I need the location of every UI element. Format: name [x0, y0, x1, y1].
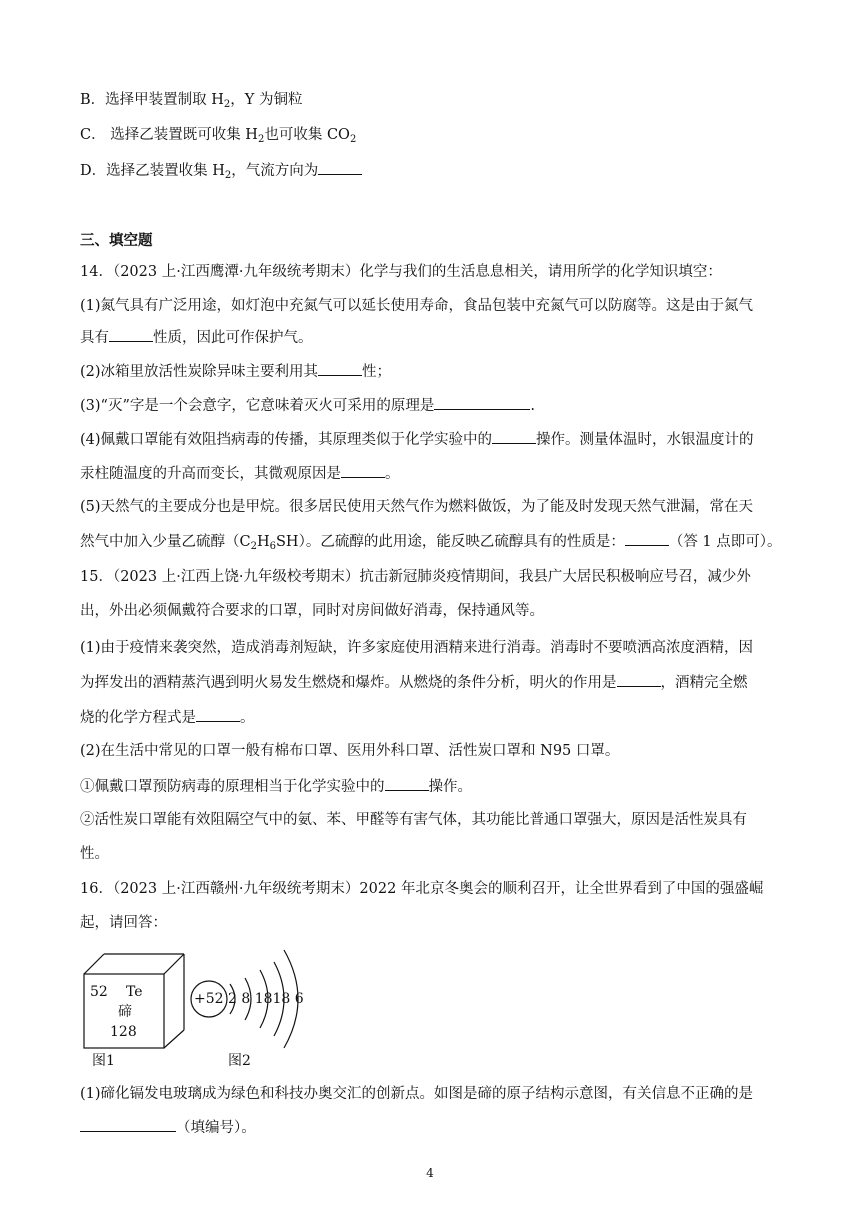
option-c-text-mid: 也可收集 CO — [264, 127, 350, 143]
subscript: 2 — [250, 541, 257, 552]
text: 烧的化学方程式是 — [80, 710, 196, 726]
answer-blank[interactable] — [318, 361, 362, 376]
option-b-text-end: ，Y 为铜粒 — [230, 92, 303, 108]
answer-blank[interactable] — [318, 160, 362, 175]
text: （答 1 点即可）。 — [668, 534, 782, 550]
q15-stem-b: 出，外出必须佩戴符合要求的口罩，同时对房间做好消毒，保持通风等。 — [80, 603, 544, 619]
subscript: 2 — [224, 170, 232, 181]
answer-blank[interactable] — [80, 1117, 176, 1132]
q15-p2: (2)在生活中常见的口罩一般有棉布口罩、医用外科口罩、活性炭口罩和 N95 口罩。 — [80, 743, 620, 759]
element-symbol: Te — [126, 984, 143, 1000]
subscript: 2 — [257, 134, 265, 145]
option-b-text: B．选择甲装置制取 H — [80, 92, 224, 108]
option-c — [80, 125, 356, 145]
q14-p5a: (5)天然气的主要成分也是甲烷。很多居民使用天然气作为燃料做饭，为了能及时发现天然气泄漏，常在天 — [80, 499, 754, 515]
text: 汞柱随温度的升高而变长，其微观原因是 — [80, 466, 341, 482]
answer-blank[interactable] — [434, 395, 530, 410]
figure2-caption: 图2 — [228, 1053, 251, 1069]
q14-p2 — [80, 361, 391, 382]
answer-blank[interactable] — [492, 429, 536, 444]
text: 。 — [240, 710, 255, 726]
answer-blank[interactable] — [617, 672, 661, 687]
option-d — [80, 160, 362, 181]
q15-p1c — [80, 707, 255, 728]
text: (3)“灭”字是一个会意字，它意味着灭火可采用的原理是 — [80, 398, 435, 414]
option-c-text: C． 选择乙装置既可收集 H — [80, 127, 258, 143]
figure-area — [80, 944, 320, 1070]
element-cube-figure — [80, 944, 320, 1070]
text: （填编号）。 — [176, 1120, 256, 1136]
q16-p1a: (1)碲化镉发电玻璃成为绿色和科技办奥交汇的创新点。如图是碲的原子结构示意图，有关信息不正确的是 — [80, 1086, 754, 1102]
text: 性质，因此可作保护气。 — [153, 330, 313, 346]
option-d-text: D．选择乙装置收集 H — [80, 163, 225, 179]
text: 具有 — [80, 330, 109, 346]
q14-p5b — [80, 531, 782, 552]
atomic-mass: 128 — [110, 1024, 137, 1040]
answer-blank[interactable] — [625, 531, 669, 546]
text: SH）。乙硫醇的此用途，能反映乙硫醇具有的性质是： — [276, 534, 625, 550]
q15-p2b-b: 性。 — [80, 846, 109, 862]
q15-p1a: (1)由于疫情来袭突然，造成消毒剂短缺，许多家庭使用酒精来进行消毒。消毒时不要喷洒高浓度酒精，因 — [80, 640, 754, 656]
page-number: 4 — [426, 1166, 434, 1180]
text: 然气中加入少量乙硫醇（C — [80, 534, 251, 550]
subscript: 6 — [269, 541, 276, 552]
text: (4)佩戴口罩能有效阻挡病毒的传播，其原理类似于化学实验中的 — [80, 432, 493, 448]
q14-p3 — [80, 395, 535, 416]
text: 性； — [362, 364, 392, 380]
answer-blank[interactable] — [109, 327, 153, 342]
text: 操作。测量体温时，水银温度计的 — [536, 432, 754, 448]
answer-blank[interactable] — [385, 776, 429, 791]
q15-p2a — [80, 776, 472, 797]
q15-p2b-a: ②活性炭口罩能有效阻隔空气中的氨、苯、甲醛等有害气体，其功能比普通口罩强大，原因是活性炭具有 — [80, 812, 747, 828]
atomic-number: 52 — [90, 984, 108, 1000]
text: (2)冰箱里放活性炭除异味主要利用其 — [80, 364, 319, 380]
text: 。 — [385, 466, 400, 482]
q15-p1b — [80, 672, 748, 693]
element-name: 碲 — [118, 1004, 132, 1020]
answer-blank[interactable] — [341, 463, 385, 478]
answer-blank[interactable] — [196, 707, 240, 722]
q14-p1b — [80, 327, 313, 348]
option-d-text-end: ，气流方向为 — [231, 163, 319, 179]
q16-stem-a: 16．（2023 上·江西赣州·九年级统考期末）2022 年北京冬奥会的顺利召开，让全世界看到了中国的强盛崛 — [80, 881, 764, 897]
text: 为挥发出的酒精蒸汽遇到明火易发生燃烧和爆炸。从燃烧的条件分析，明火的作用是 — [80, 675, 617, 691]
text: ，酒精完全燃 — [660, 675, 748, 691]
text: . — [530, 398, 535, 414]
q14-p4a — [80, 429, 754, 450]
q14-p1a: (1)氮气具有广泛用途，如灯泡中充氮气可以延长使用寿命，食品包装中充氮气可以防腐等。这是由于氮气 — [80, 298, 754, 314]
text: 操作。 — [428, 779, 472, 795]
text: ①佩戴口罩预防病毒的原理相当于化学实验中的 — [80, 779, 385, 795]
subscript: 2 — [349, 134, 357, 145]
electron-shells: 2 8 1818 6 — [228, 991, 304, 1007]
nucleus-charge: +52 — [194, 991, 224, 1007]
figure1-caption: 图1 — [92, 1053, 115, 1069]
section-title: 三、填空题 — [80, 232, 153, 249]
q14-stem: 14．（2023 上·江西鹰潭·九年级统考期末）化学与我们的生活息息相关，请用所学的化学知识填空： — [80, 264, 722, 280]
q15-stem-a: 15．（2023 上·江西上饶·九年级校考期末）抗击新冠肺炎疫情期间，我县广大居民积极响应号召，减少外 — [80, 569, 751, 585]
subscript: 2 — [223, 99, 231, 110]
q16-p1b — [80, 1117, 256, 1138]
option-b — [80, 90, 302, 110]
text: H — [256, 534, 270, 550]
q14-p4b — [80, 463, 400, 484]
q16-stem-b: 起，请回答： — [80, 915, 167, 931]
